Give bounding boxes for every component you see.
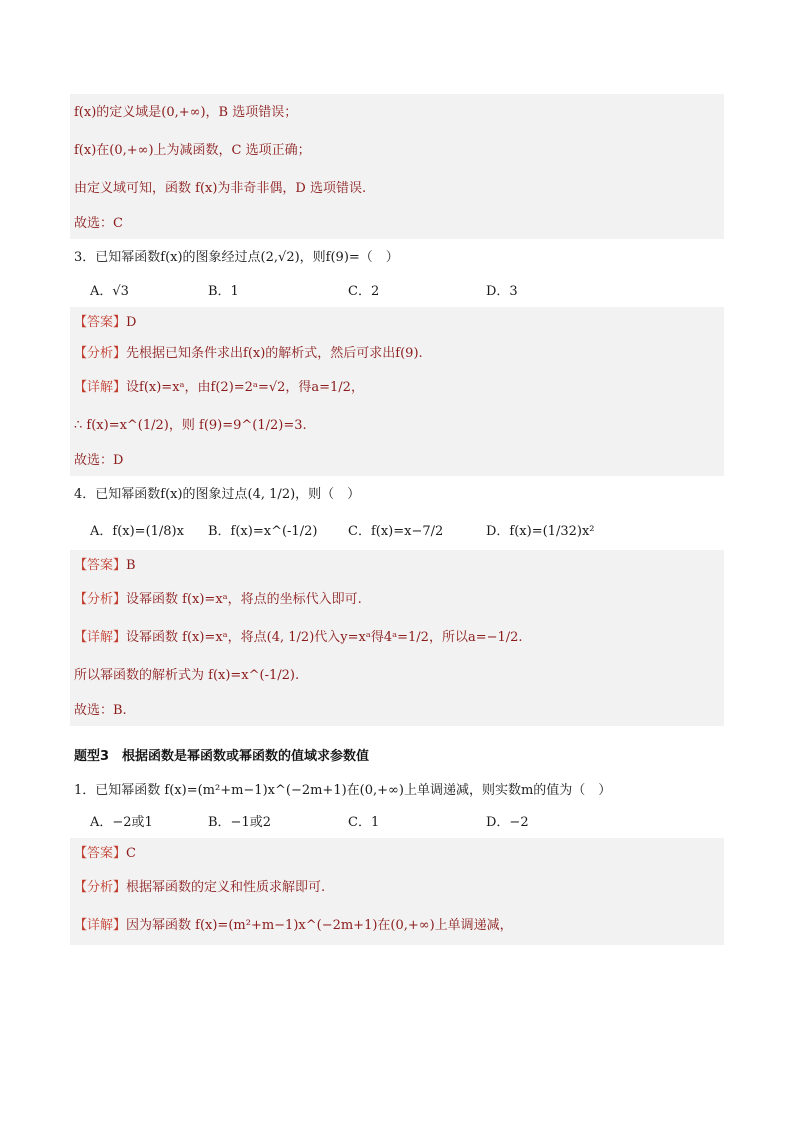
q3-analysis-text: 先根据已知条件求出f(x)的解析式，然后可求出f(9). xyxy=(126,346,423,361)
prev-line-3: 由定义域可知，函数 f(x)为非奇非偶，D 选项错误. xyxy=(74,181,367,196)
s1-option-d: D．−2 xyxy=(486,815,529,830)
q4-analysis-text: 设幂函数 f(x)=xᵃ，将点的坐标代入即可. xyxy=(126,592,362,607)
q3-stem: 3．已知幂函数f(x)的图象经过点(2,√2)，则f(9)=（ ） xyxy=(74,250,399,265)
q4-option-c: C．f(x)=x−7/2 xyxy=(348,524,444,539)
analysis-tag: 【分析】 xyxy=(74,346,127,361)
q4-detail xyxy=(70,619,724,657)
s1-option-c: C．1 xyxy=(348,815,380,830)
s1-analysis xyxy=(70,869,724,907)
analysis-tag: 【分析】 xyxy=(74,592,127,607)
q4-conclusion: 故选：B. xyxy=(74,703,127,718)
s1-option-a: A．−2或1 xyxy=(90,815,153,830)
prev-line-1: f(x)的定义域是(0,+∞)，B 选项错误； xyxy=(74,105,298,120)
answer-tag: 【答案】 xyxy=(74,558,127,573)
q4-solution-block xyxy=(70,550,724,726)
q3-option-b: B．1 xyxy=(208,284,239,299)
q4-answer xyxy=(70,550,724,581)
q3-option-c: C．2 xyxy=(348,284,380,299)
q4-option-b: B．f(x)=x^(-1/2) xyxy=(208,524,318,539)
prev-conclusion: 故选：C xyxy=(74,216,123,231)
q4-analysis xyxy=(70,581,724,619)
detail-tag: 【详解】 xyxy=(74,380,127,395)
q4-option-a: A．f(x)=(1/8)x xyxy=(90,524,184,539)
q3-detail xyxy=(70,369,724,407)
q3-analysis xyxy=(70,338,724,369)
s1-solution-block xyxy=(70,838,724,945)
q4-options xyxy=(70,514,724,550)
s1-answer xyxy=(70,838,724,869)
q3-solution-block xyxy=(70,307,724,476)
s1-analysis-text: 根据幂函数的定义和性质求解即可. xyxy=(126,880,326,895)
q4-stem: 4．已知幂函数f(x)的图象过点(4, 1/2)，则（ ） xyxy=(74,487,361,502)
s1-detail xyxy=(70,907,724,945)
q3-option-a: A．√3 xyxy=(90,284,129,299)
analysis-tag: 【分析】 xyxy=(74,880,127,895)
detail-tag: 【详解】 xyxy=(74,630,127,645)
prev-solution-block xyxy=(70,94,724,239)
q3-conclusion: 故选：D xyxy=(74,453,124,468)
q3-answer-value: D xyxy=(126,315,137,330)
q4-detail-2: 所以幂函数的解析式为 f(x)=x^(-1/2). xyxy=(74,668,300,683)
document-page xyxy=(70,94,724,945)
answer-tag: 【答案】 xyxy=(74,315,127,330)
q4-answer-value: B xyxy=(126,558,136,573)
s1-option-b: B．−1或2 xyxy=(208,815,271,830)
prev-line-2: f(x)在(0,+∞)上为减函数，C 选项正确； xyxy=(74,143,311,158)
q3-options xyxy=(70,277,724,307)
section-heading: 题型3 根据函数是幂函数或幂函数的值域求参数值 xyxy=(74,749,370,764)
s1-stem: 1．已知幂函数 f(x)=(m²+m−1)x^(−2m+1)在(0,+∞)上单调递减，则实数m的值为（ ） xyxy=(74,783,612,798)
s1-options xyxy=(70,808,724,838)
q3-answer xyxy=(70,307,724,338)
detail-tag: 【详解】 xyxy=(74,918,127,933)
q3-detail-text: 设f(x)=xᵃ，由f(2)=2ᵃ=√2，得a=1/2， xyxy=(126,380,364,395)
s1-detail-text: 因为幂函数 f(x)=(m²+m−1)x^(−2m+1)在(0,+∞)上单调递减， xyxy=(126,918,513,933)
q4-detail-text: 设幂函数 f(x)=xᵃ，将点(4, 1/2)代入y=xᵃ得4ᵃ=1/2，所以a=−1/2. xyxy=(126,630,523,645)
q3-option-d: D．3 xyxy=(486,284,518,299)
answer-tag: 【答案】 xyxy=(74,846,127,861)
s1-answer-value: C xyxy=(126,846,136,861)
q3-detail-2: ∴ f(x)=x^(1/2)，则 f(9)=9^(1/2)=3. xyxy=(74,418,307,433)
q4-option-d: D．f(x)=(1/32)x² xyxy=(486,524,595,539)
